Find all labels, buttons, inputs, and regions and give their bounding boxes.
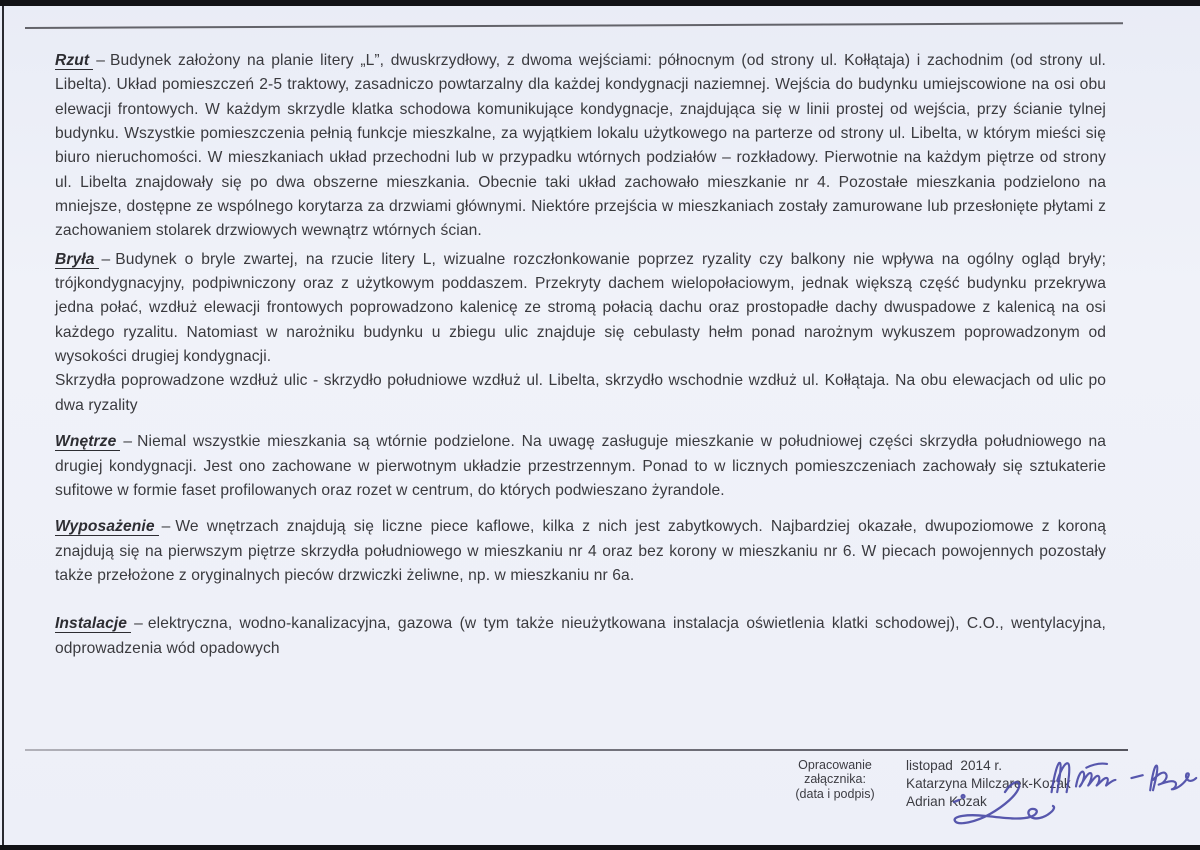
section-heading-wnetrze: Wnętrze — [55, 433, 120, 451]
footer-label-line: Opracowanie — [798, 758, 872, 772]
footer-rule — [25, 749, 1128, 751]
section-text: Budynek o bryle zwartej, na rzucie litery L, wizualne rozczłonkowanie poprzez ryzality czy balkony nie wpływa na ogólny ogląd bryły; trójkondygnacyjny, podpiwniczony oraz z użytkowym poddaszem. Przekryty dachem wielopołaciowym, jednak większą część budynku przekrywa jedna połać, wzdłuż elewacji frontowych poprowadzono kalenicę ze stromą połacią dachu oraz prostopadłe dachy dwuspadowe z kalenicą na osi każdego ryzalitu. Natomiast w narożniku budynku u zbiegu ulic znajduje się cebulasty hełm ponad narożnym wykuszem poprowadzonym od wysokości drugiej kondygnacji. — [55, 250, 1106, 366]
header-rule — [25, 22, 1123, 29]
heading-dash: – — [134, 615, 143, 633]
heading-dash: – — [123, 433, 133, 451]
section-instalacje — [55, 612, 1106, 661]
section-bryla — [55, 248, 1106, 418]
scan-edge-top — [0, 0, 1200, 6]
section-bryla-main — [55, 248, 1106, 370]
heading-dash: – — [161, 518, 171, 536]
section-heading-wyposazenie: Wyposażenie — [55, 518, 159, 536]
footer-label-line: (data i podpis) — [795, 786, 875, 801]
heading-dash: – — [101, 250, 111, 268]
section-rzut — [55, 49, 1106, 244]
section-text: We wnętrzach znajdują się liczne piece kaflowe, kilka z nich jest zabytkowych. Najbardziej okazałe, dwupoziomowe z koroną znajdują się na pierwszym piętrze skrzydła południowego w mieszkaniu nr 4 oraz bez korony w mieszkaniu nr 6. W piecach powojennych pozostały także przełożone z oryginalnych pieców drzwiczki żeliwne, np. w mieszkaniu nr 6a. — [55, 518, 1106, 584]
section-text: Budynek założony na planie litery „L”, dwuskrzydłowy, z dwoma wejściami: północnym (od strony ul. Kołłątaja) i zachodnim (od strony ul. Libelta). Układ pomieszczeń 2-5 traktowy, zasadniczo powtarzalny dla każdej kondygnacji naziemnej. Wejścia do budynku umiejscowione na osi obu elewacji frontowych. W każdym skrzydle klatka schodowa komunikujące kondygnacje, znajdująca się w linii prostej od wejścia, przy ścianie tylnej budynku. Wszystkie pomieszczenia pełnią funkcje mieszkalne, za wyjątkiem lokalu użytkowego na parterze od strony ul. Libelta, w którym mieści się biuro nieruchomości. W mieszkaniach układ przechodni lub w przypadku wtórnych podziałów – rozkładowy. Pierwotnie na każdym piętrze od strony ul. Libelta znajdowały się po dwa obszerne mieszkania. Obecnie taki układ zachowało mieszkanie nr 4. Pozostałe mieszkania podzielono na mniejsze, dostępne ze wspólnego korytarza za drzwiami głównymi. Niektóre przejścia w mieszkaniach zostały zamurowane lub przesłonięte płytami z zachowaniem stolarek drzwiowych wewnątrz wtórnych ścian. — [55, 52, 1106, 240]
section-heading-instalacje: Instalacje — [55, 615, 131, 633]
section-wnetrze — [55, 430, 1106, 503]
footer-author-name: Adrian Kozak — [906, 794, 987, 810]
footer-attachment-label — [789, 758, 881, 801]
heading-dash: – — [96, 52, 105, 69]
handwritten-signature-kozak-icon — [942, 776, 1092, 848]
document-body — [55, 49, 1106, 661]
footer-label-line: załącznika: — [804, 772, 866, 787]
section-text: Niemal wszystkie mieszkania są wtórnie podzielone. Na uwagę zasługuje mieszkanie w południowej części skrzydła południowego na drugiej kondygnacji. Jest ono zachowane w pierwotnym układzie przestrzennym. Ponad to w licznych pomieszczeniach zachowały się sztukaterie sufitowe w formie faset profilowanych oraz rozet w centrum, do których podwieszano żyrandole. — [55, 433, 1106, 499]
footer-author-name: Katarzyna Milczarek-Kozak — [906, 776, 1071, 792]
section-heading-rzut: Rzut — [55, 52, 93, 70]
scan-edge-left — [2, 6, 4, 845]
section-text: elektryczna, wodno-kanalizacyjna, gazowa (w tym także nieużytkowana instalacja oświetlenia klatki schodowej), C.O., wentylacyjna, odprowadzenia wód opadowych — [55, 615, 1106, 657]
section-heading-bryla: Bryła — [55, 251, 99, 269]
section-bryla-continuation: Skrzydła poprowadzone wzdłuż ulic - skrzydło południowe wzdłuż ul. Libelta, skrzydło wschodnie wzdłuż ul. Kołłątaja. Na obu elewacjach od ulic po dwa ryzality — [55, 372, 1106, 414]
footer-date: listopad 2014 r. — [906, 758, 1002, 773]
section-wyposazenie — [55, 515, 1106, 588]
